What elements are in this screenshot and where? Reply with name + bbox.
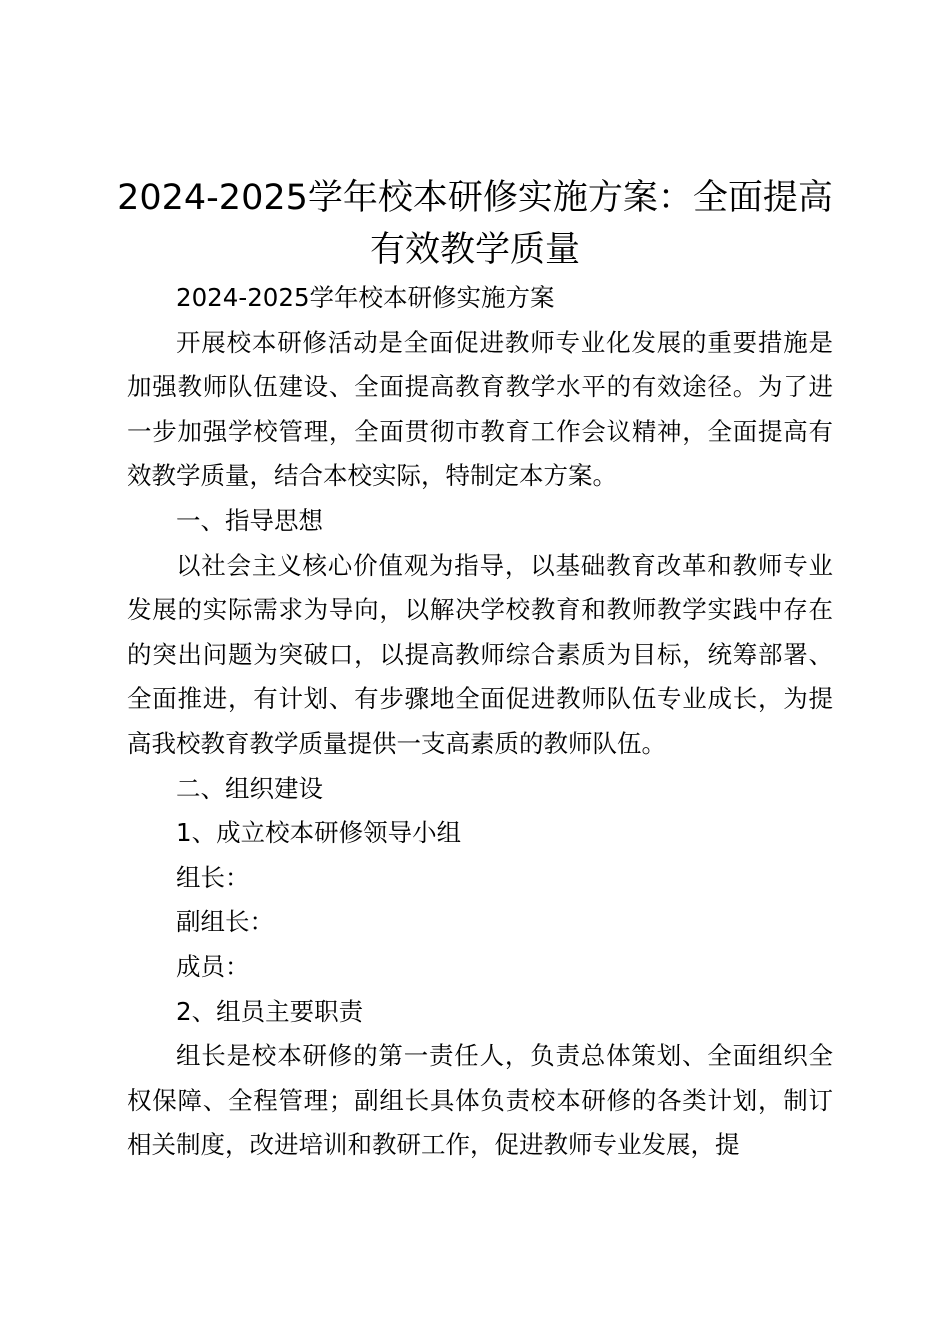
leader-line: 组长：	[176, 862, 250, 892]
document-body	[127, 276, 833, 1168]
document-title: 2024-2025学年校本研修实施方案：全面提高有效教学质量	[117, 178, 833, 270]
subsection-heading-duties: 2、组员主要职责	[176, 996, 364, 1026]
section-heading-guiding-ideology: 一、指导思想	[176, 505, 323, 535]
section-heading-organization: 二、组织建设	[176, 773, 323, 803]
deputy-leader-line: 副组长：	[176, 907, 274, 937]
intro-paragraph: 开展校本研修活动是全面促进教师专业化发展的重要措施是加强教师队伍建设、全面提高教育教学水平的有效途径。为了进一步加强学校管理，全面贯彻市教育工作会议精神，全面提高有效教学质量，结合本校实际，特制定本方案。	[127, 327, 833, 491]
members-line: 成员：	[176, 951, 250, 981]
duties-paragraph: 组长是校本研修的第一责任人，负责总体策划、全面组织全权保障、全程管理；副组长具体负责校本研修的各类计划，制订相关制度，改进培训和教研工作，促进教师专业发展，提	[127, 1041, 833, 1160]
subtitle-paragraph: 2024-2025学年校本研修实施方案	[176, 283, 555, 312]
subsection-heading-leading-group: 1、成立校本研修领导小组	[176, 818, 462, 848]
guiding-ideology-paragraph: 以社会主义核心价值观为指导，以基础教育改革和教师专业发展的实际需求为导向，以解决学校教育和教师教学实践中存在的突出问题为突破口，以提高教师综合素质为目标，统筹部署、全面推进，有计划、有步骤地全面促进教师队伍专业成长，为提高我校教育教学质量提供一支高素质的教师队伍。	[127, 550, 833, 758]
